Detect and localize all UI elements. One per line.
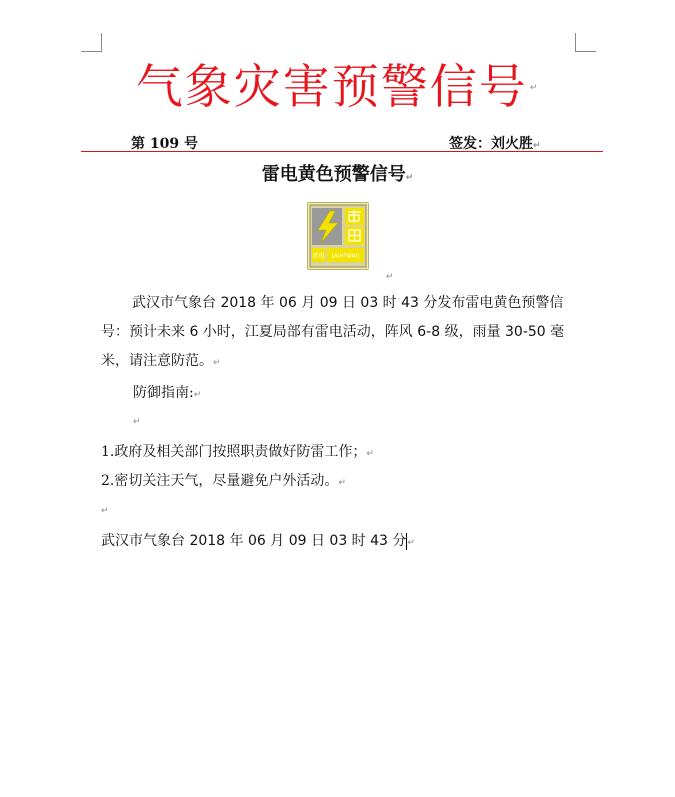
body-text: 武汉市气象台 2018 年 06 月 09 日 03 时 43 分发布雷电黄色预警信号：预计未来 6 小时，江夏局部有雷电活动，阵风 6-8 级，雨量 30-50 毫米，请注意防范。 [101,295,565,369]
paragraph-mark-icon: ↵ [338,478,346,488]
signature-text: 武汉市气象台 2018 年 06 月 09 日 03 时 43 分 [101,533,407,549]
document-header-title [0,58,675,118]
paragraph-mark-icon: ↵ [366,449,374,459]
margin-corner-top-left [81,33,102,52]
icon-label-cn: 雷电 [312,253,325,260]
signer [449,133,541,153]
guide-label [133,382,201,402]
paragraph-mark-icon: ↵ [529,83,540,93]
warning-title [0,160,675,186]
guide-label-text: 防御指南: [133,385,194,401]
guide-item-text: 2.密切关注天气，尽量避免户外活动。 [101,473,339,489]
paragraph-mark-icon: ↵ [405,173,414,183]
paragraph-mark-icon: ↵ [213,358,221,368]
warning-title-text: 雷电黄色预警信号 [261,164,406,185]
paragraph-mark-icon: ↵ [101,506,109,516]
guide-item [101,470,346,490]
lightning-yellow-warning-icon [307,202,369,270]
header-red-rule [81,151,603,152]
paragraph-mark-icon: ↵ [407,538,415,548]
paragraph-mark-icon: ↵ [133,417,141,427]
signer-text: 签发：刘火胜 [449,136,533,152]
margin-corner-top-right [575,33,596,52]
paragraph-mark-icon: ↵ [533,141,541,151]
body-paragraph [101,289,581,378]
guide-item-text: 1.政府及相关部门按照职责做好防雷工作； [101,444,367,460]
header-title-text: 气象灾害预警信号 [135,60,528,115]
issue-number: 第 109 号 [131,136,198,152]
paragraph-mark-icon: ↵ [193,390,202,400]
guide-item [101,441,374,461]
icon-label-en: LIGHTNING [331,253,360,260]
paragraph-mark-icon: ↵ [386,272,394,282]
signature-line[interactable] [101,530,415,550]
lightning-icon [308,203,368,269]
